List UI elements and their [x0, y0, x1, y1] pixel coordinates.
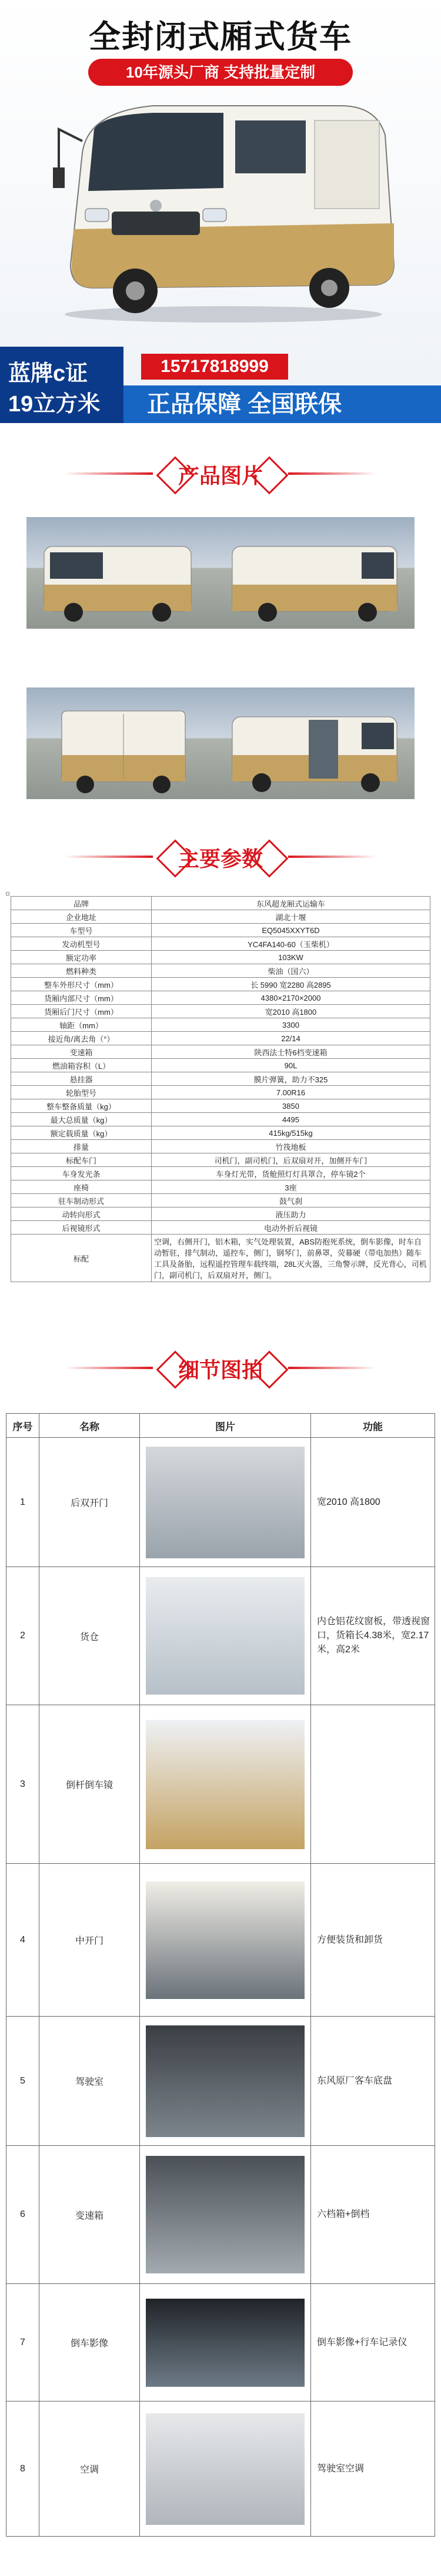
detail-photo	[146, 1577, 305, 1695]
hero-title: 全封闭式厢式货车	[89, 19, 352, 55]
param-key: 货厢后门尺寸（mm）	[11, 1005, 152, 1018]
param-value: 竹筏地板	[152, 1140, 430, 1153]
detail-image-cell	[140, 2284, 311, 2401]
promo-band	[0, 347, 441, 423]
param-value: 膜片弹簧，助力不325	[152, 1072, 430, 1086]
detail-row	[6, 2284, 435, 2401]
param-key: 额定载质量（kg）	[11, 1126, 152, 1140]
hero-banner	[0, 0, 441, 423]
detail-photo	[146, 2299, 305, 2387]
param-key: 后视镜形式	[11, 1221, 152, 1235]
detail-name: 变速箱	[39, 2146, 140, 2284]
param-key: 标配	[11, 1235, 152, 1282]
section-title-photos: 产品图片	[178, 464, 263, 488]
detail-no: 8	[6, 2401, 39, 2537]
param-row	[11, 1153, 430, 1167]
param-row	[11, 1059, 430, 1072]
param-value: 3座	[152, 1180, 430, 1194]
param-value: 4380×2170×2000	[152, 991, 430, 1005]
param-key: 最大总质量（kg）	[11, 1113, 152, 1126]
detail-image-cell	[140, 1864, 311, 2017]
detail-function: 内仓铝花纹窗板，带透视窗口，货箱长4.38米，宽2.17米，高2米	[311, 1567, 435, 1705]
param-row	[11, 1045, 430, 1059]
header-divider-right	[288, 472, 376, 475]
detail-function: 方便装货和卸货	[311, 1864, 435, 2017]
detail-row	[6, 2401, 435, 2537]
product-photo-rear	[26, 687, 220, 799]
param-row	[11, 1005, 430, 1018]
param-value: 7.00R16	[152, 1086, 430, 1099]
detail-no: 1	[6, 1438, 39, 1567]
detail-name: 空调	[39, 2401, 140, 2537]
detail-no: 3	[6, 1705, 39, 1864]
detail-no: 2	[6, 1567, 39, 1705]
param-key: 驻车制动形式	[11, 1194, 152, 1208]
detail-row	[6, 1567, 435, 1705]
param-value: 103KW	[152, 951, 430, 964]
param-row	[11, 1018, 430, 1032]
detail-no: 7	[6, 2284, 39, 2401]
param-key: 企业地址	[11, 910, 152, 924]
detail-photo	[146, 2156, 305, 2273]
phone-number[interactable]: 15717818999	[141, 354, 288, 380]
param-key: 接近角/离去角（°）	[11, 1032, 152, 1045]
param-value: 415kg/515kg	[152, 1126, 430, 1140]
detail-name: 货仓	[39, 1567, 140, 1705]
section-title-details: 细节图拍	[178, 1358, 263, 1382]
param-key: 轴距（mm）	[11, 1018, 152, 1032]
param-key: 发动机型号	[11, 937, 152, 951]
param-row	[11, 964, 430, 978]
param-key: 额定功率	[11, 951, 152, 964]
product-photo-side-door	[220, 687, 415, 799]
guarantee-banner: 正品保障 全国联保	[123, 385, 441, 423]
param-key: 轮胎型号	[11, 1086, 152, 1099]
detail-photo	[146, 2413, 305, 2525]
param-row	[11, 910, 430, 924]
param-key: 货厢内部尺寸（mm）	[11, 991, 152, 1005]
param-value: 柴油（国六）	[152, 964, 430, 978]
param-value: 电动外折后视镜	[152, 1221, 430, 1235]
param-row	[11, 1086, 430, 1099]
detail-image-cell	[140, 1438, 311, 1567]
param-row	[11, 1113, 430, 1126]
param-value: 东风超龙厢式运输车	[152, 897, 430, 910]
detail-row	[6, 1864, 435, 2017]
detail-name: 驾驶室	[39, 2017, 140, 2146]
param-value: 陕西法士特6档变速箱	[152, 1045, 430, 1059]
param-row	[11, 1221, 430, 1235]
header-function: 功能	[311, 1414, 435, 1438]
detail-image-cell	[140, 1567, 311, 1705]
param-value: 液压助力	[152, 1208, 430, 1221]
detail-photo	[146, 2025, 305, 2137]
detail-function: 六档箱+倒档	[311, 2146, 435, 2284]
param-key: 车身发光条	[11, 1167, 152, 1180]
detail-no: 4	[6, 1864, 39, 2017]
detail-name: 后双开门	[39, 1438, 140, 1567]
detail-photo	[146, 1881, 305, 1999]
section-title-params: 主要参数	[178, 847, 263, 871]
detail-function: 宽2010 高1800	[311, 1438, 435, 1567]
detail-function: 驾驶室空调	[311, 2401, 435, 2537]
param-value: 3300	[152, 1018, 430, 1032]
license-badge	[0, 347, 123, 423]
param-value: 4495	[152, 1113, 430, 1126]
header-divider-right	[288, 856, 376, 858]
detail-row	[6, 2017, 435, 2146]
detail-name: 倒杆倒车镜	[39, 1705, 140, 1864]
param-row	[11, 1126, 430, 1140]
detail-photo	[146, 1720, 305, 1849]
section-header-photos	[0, 451, 441, 498]
details-table	[6, 1413, 435, 2537]
section-header-params	[0, 834, 441, 881]
param-row	[11, 1140, 430, 1153]
table-anchor-icon	[6, 892, 9, 895]
param-value: 长 5990 宽2280 高2895	[152, 978, 430, 991]
param-value: 宽2010 高1800	[152, 1005, 430, 1018]
param-row	[11, 978, 430, 991]
detail-row	[6, 2146, 435, 2284]
param-value: 3850	[152, 1099, 430, 1113]
param-row	[11, 897, 430, 910]
param-row	[11, 924, 430, 937]
param-row	[11, 1194, 430, 1208]
param-value: 司机门，副司机门，后双扇对开，加侧开车门	[152, 1153, 430, 1167]
param-value: EQ5045XXYT6D	[152, 924, 430, 937]
detail-function: 倒车影像+行车记录仪	[311, 2284, 435, 2401]
param-key: 燃油箱容积（L）	[11, 1059, 152, 1072]
param-key: 燃料种类	[11, 964, 152, 978]
detail-no: 5	[6, 2017, 39, 2146]
detail-row	[6, 1438, 435, 1567]
section-header-details	[0, 1346, 441, 1393]
param-row	[11, 1235, 430, 1282]
header-image: 图片	[140, 1414, 311, 1438]
param-key: 品牌	[11, 897, 152, 910]
license-line-2: 19立方米	[8, 392, 101, 417]
detail-function	[311, 1705, 435, 1864]
details-header-row	[6, 1414, 435, 1438]
param-key: 整车外形尺寸（mm）	[11, 978, 152, 991]
param-value: 车身灯光带，货舱照灯灯具罩合，停车镜2个	[152, 1167, 430, 1180]
detail-image-cell	[140, 1705, 311, 1864]
param-key: 动转向形式	[11, 1208, 152, 1221]
product-photo-front-left	[26, 517, 220, 629]
detail-row	[6, 1705, 435, 1864]
param-row	[11, 991, 430, 1005]
detail-image-cell	[140, 2401, 311, 2537]
param-row	[11, 1208, 430, 1221]
header-no: 序号	[6, 1414, 39, 1438]
detail-image-cell	[140, 2146, 311, 2284]
param-value: 湖北十堰	[152, 910, 430, 924]
detail-image-cell	[140, 2017, 311, 2146]
detail-function: 东风原厂客车底盘	[311, 2017, 435, 2146]
hero-subtitle-badge: 10年源头厂商 支持批量定制	[88, 59, 353, 86]
param-row	[11, 1099, 430, 1113]
param-value: 90L	[152, 1059, 430, 1072]
param-key: 车型号	[11, 924, 152, 937]
product-photo-side	[220, 517, 415, 629]
param-row	[11, 951, 430, 964]
param-row	[11, 937, 430, 951]
header-name: 名称	[39, 1414, 140, 1438]
header-divider-right	[288, 1367, 376, 1369]
license-line-1: 蓝牌c证	[8, 361, 88, 386]
param-key: 变速箱	[11, 1045, 152, 1059]
detail-photo	[146, 1447, 305, 1558]
param-row	[11, 1072, 430, 1086]
param-value: YC4FA140-60（玉柴机）	[152, 937, 430, 951]
param-row	[11, 1032, 430, 1045]
detail-name: 中开门	[39, 1864, 140, 2017]
param-key: 标配车门	[11, 1153, 152, 1167]
param-key: 悬挂器	[11, 1072, 152, 1086]
param-row	[11, 1167, 430, 1180]
param-key: 整车整备质量（kg）	[11, 1099, 152, 1113]
detail-name: 倒车影像	[39, 2284, 140, 2401]
param-value: 空调，右侧开门，铝木箱，实气处理装置，ABS防抱死系统，倒车影像，时车自动暂驻，排气制动，遥控车，侧门，钢琴门，前鼻罩，荧幕硬（带电加热）随车工具及备胎，远程遥控管理车载终端，28L灭火器，三角警示牌，反光背心，司机门，副司机门，后双扇对开，侧门。	[152, 1235, 430, 1282]
params-table	[11, 896, 430, 1282]
param-row	[11, 1180, 430, 1194]
param-key: 座椅	[11, 1180, 152, 1194]
hero-bus-image	[47, 88, 400, 323]
detail-no: 6	[6, 2146, 39, 2284]
param-value: 鼓气刹	[152, 1194, 430, 1208]
param-key: 排量	[11, 1140, 152, 1153]
param-value: 22/14	[152, 1032, 430, 1045]
